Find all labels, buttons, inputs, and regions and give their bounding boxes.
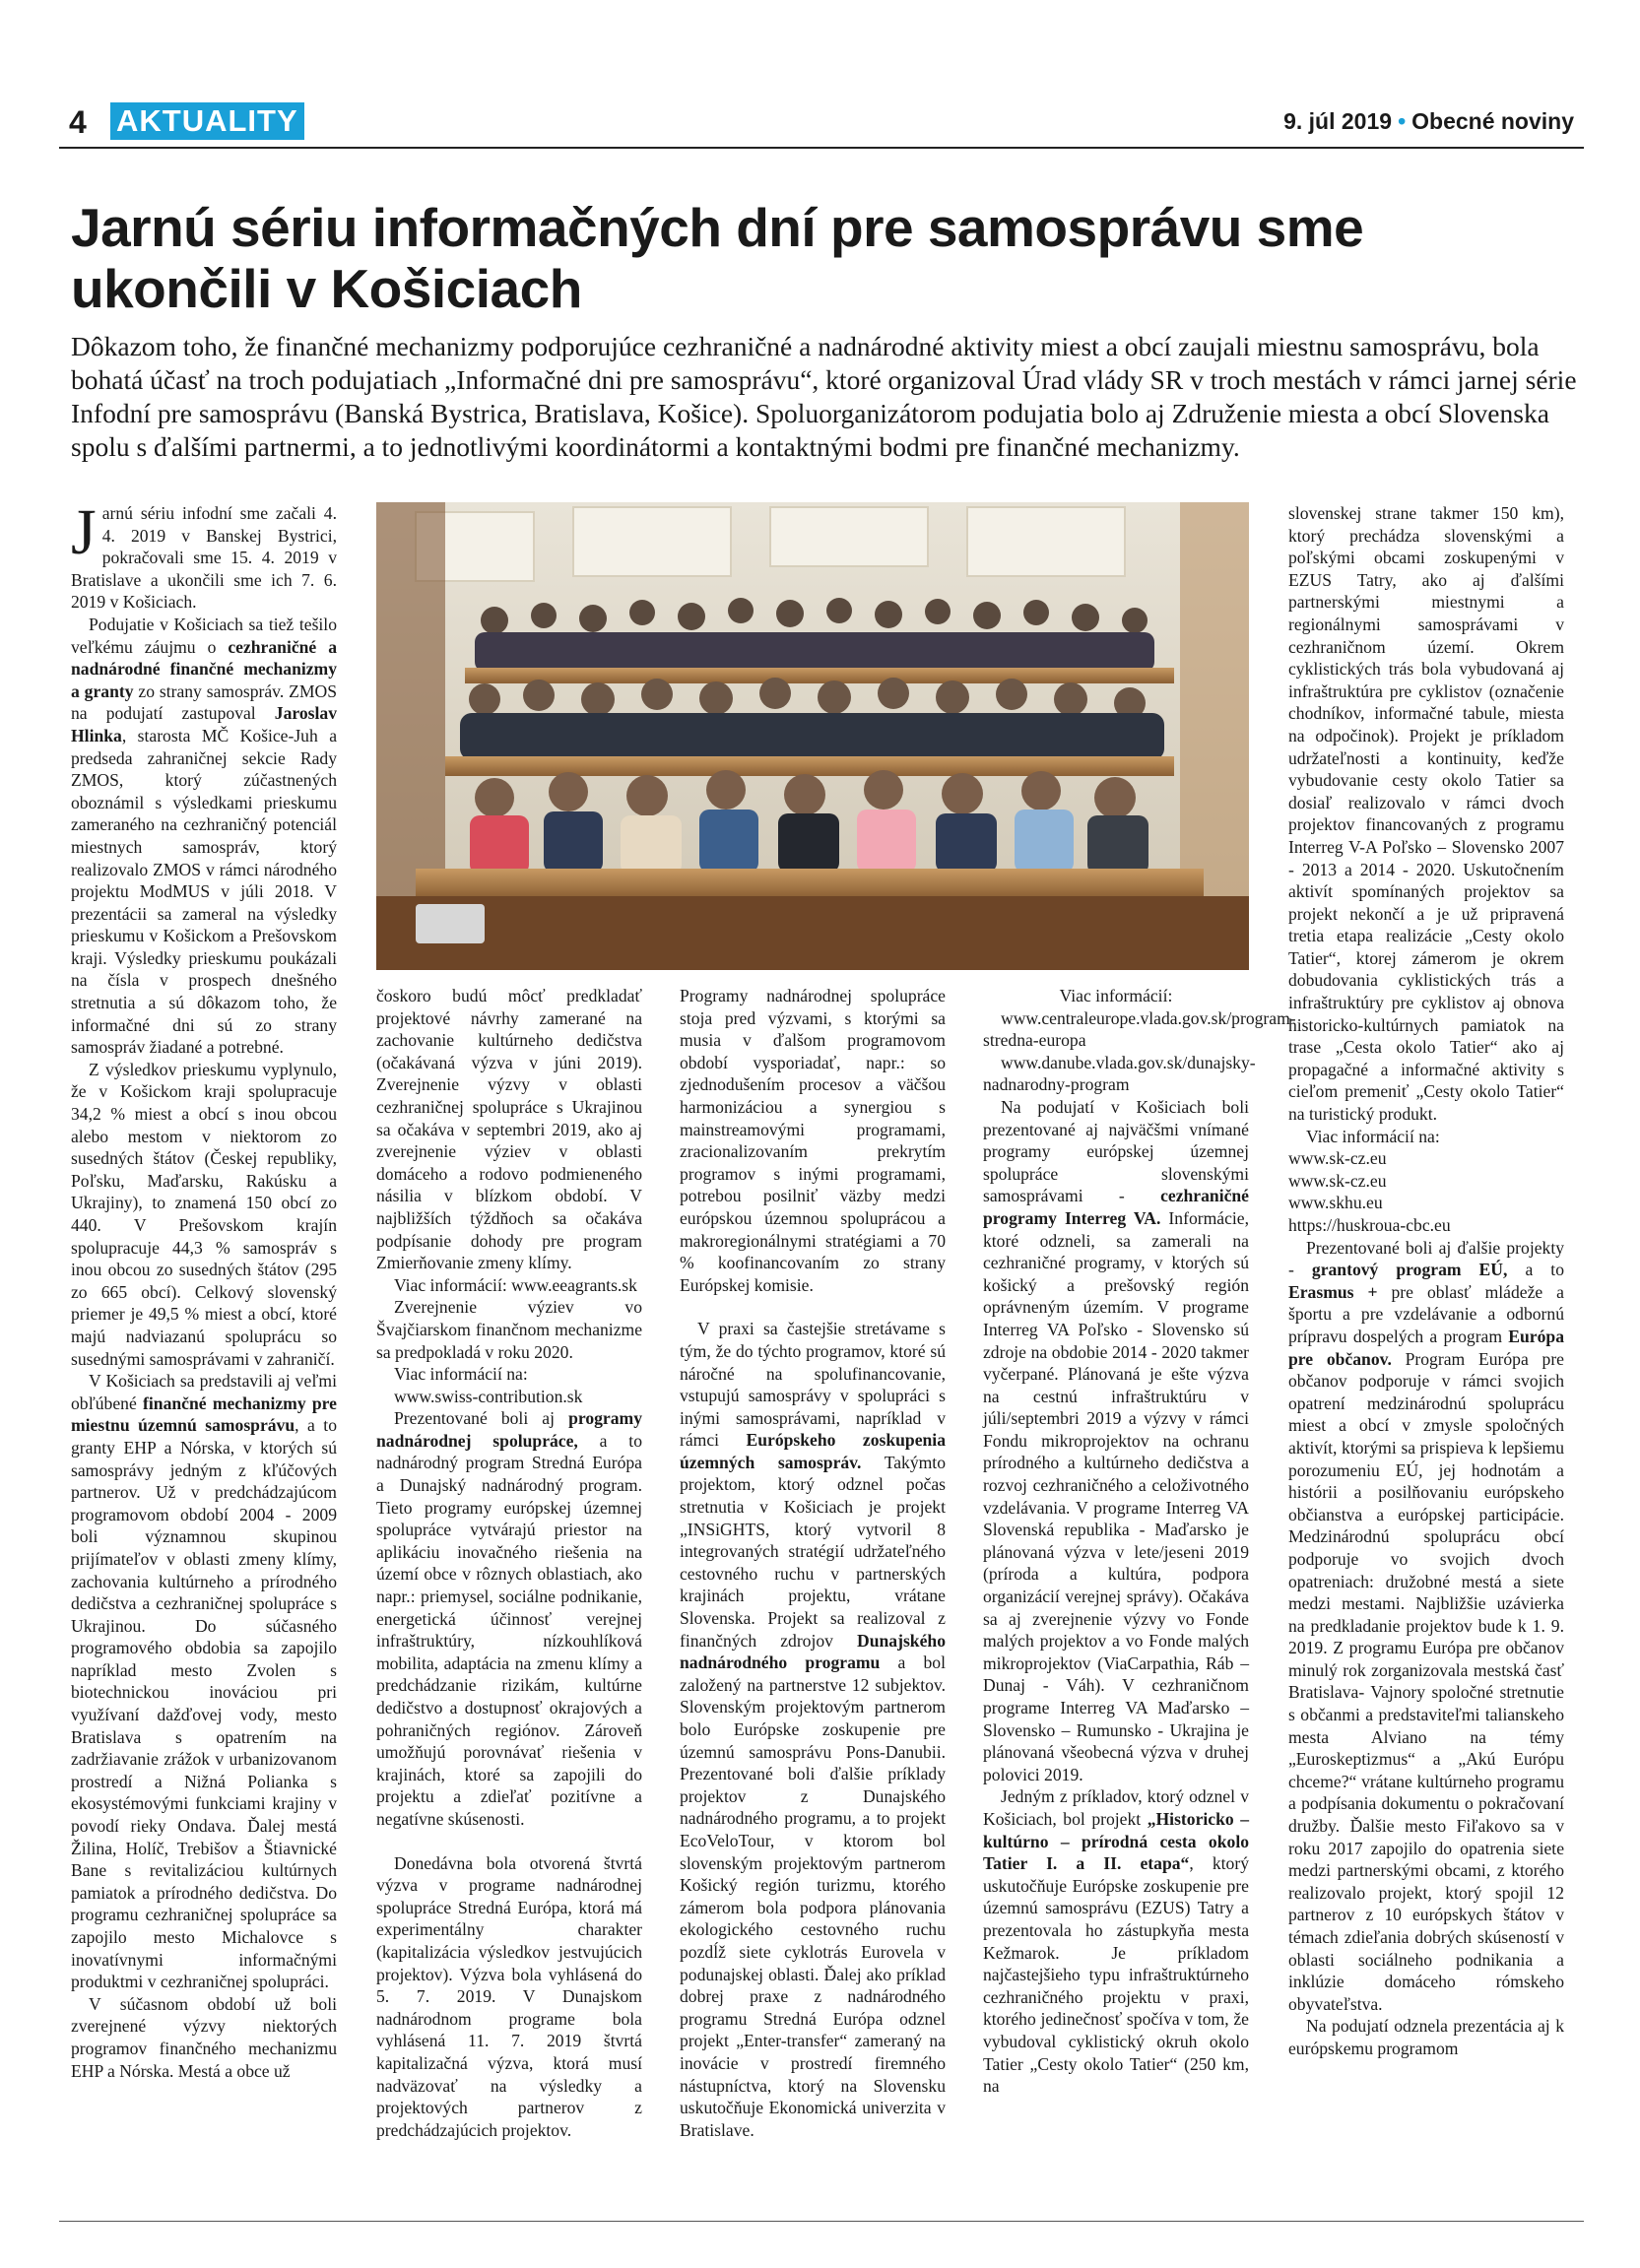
paragraph-text: pre oblasť mládeže a športu a pre vzdelávanie a odbornú prípravu dospelých a program	[1288, 1281, 1564, 1346]
paragraph	[983, 1096, 1249, 1785]
paragraph-text: Prezentované boli aj	[394, 1408, 569, 1429]
paragraph	[71, 496, 337, 614]
paragraph-text: V praxi sa častejšie stretávame s tým, že do týchto programov, ktoré sú náročné na spolufinancovanie, vstupujú samosprávy v spolupráci s inými samosprávami, napríklad v rámci	[680, 1319, 946, 1451]
paragraph: čoskoro budú môcť predkladať projektové návrhy zamerané na zachovanie kultúrneho dedičstva (očakávaná výzva v júni 2019). Zverejnenie výzvy v oblasti cezhraničnej spolupráce s Ukrajinou sa očakáva v septembri 2019, ako aj zverejnenie výziev v oblasti domáceho a rodovo podmieneného násilia v blízkom období. V najbližších týždňoch sa očakáva podpísanie dohody pre program Zmierňovanie zmeny klímy.	[376, 986, 642, 1273]
paragraph-text: a bol založený na partnerstve 12 subjektov. Slovenským projektovým partnerom bolo Európske zoskupenie pre územnú samosprávu Pons-Danubii. Prezentované boli ďalšie príklady projektov z Dunajského nadnárodného programu, a to projekt EcoVeloTour, v ktorom bol slovenským projektovým partnerom Košický región turizmu, ktorého zámerom bola podpora plánovania ekologického cestovného ruchu pozdĺž siete cyklotrás Eurovela v podunajskej oblasti. Ďalej ako príklad dobrej praxe z nadnárodného programu Stredná Európa odznel projekt „Enter-transfer“ zameraný na inovácie v prostredí firemného nástupníctva, ktorý na Slovensku uskutočňuje Ekonomická univerzita v Bratislave.	[680, 1652, 946, 2140]
paragraph: Zverejnenie výziev vo Švajčiarskom finančnom mechanizme sa predpokladá v roku 2020.	[376, 1297, 642, 1362]
bold-text: finančné mechanizmy pre miestnu územnú samosprávu	[71, 1393, 337, 1436]
issue-info	[1283, 108, 1574, 135]
article-column-3	[680, 985, 946, 2141]
drop-cap: J	[71, 496, 97, 568]
paragraph-text: a to	[1507, 1260, 1564, 1280]
paragraph-text: V Košiciach sa predstavili aj veľmi obľúbené	[71, 1371, 337, 1413]
bold-text: Jaroslav Hlinka	[71, 703, 337, 745]
web-link[interactable]: www.centraleurope.vlada.gov.sk/program-stredna-europa	[983, 1007, 1296, 1051]
paragraph: Viac informácií:	[1059, 986, 1173, 1005]
web-link[interactable]: www.sk-cz.eu	[1288, 1148, 1387, 1169]
article-photo	[376, 502, 1249, 970]
web-link[interactable]: www.skhu.eu	[1288, 1193, 1383, 1213]
web-link[interactable]: www.swiss-contribution.sk	[394, 1386, 583, 1406]
article-lead: Dôkazom toho, že finančné mechanizmy podporujúce cezhraničné a nadnárodné aktivity miest a obcí zaujali miestnu samosprávu, bola bohatá účasť na troch podujatiach „Informačné dni pre samosprávu“, ktoré organizoval Úrad vlády SR v troch mestách v rámci jarnej série Infodní pre samosprávu (Banská Bystrica, Bratislava, Košice). Spoluorganizátorom podujatia bolo aj Združenie miesta a obcí Slovenska spolu s ďalšími partnermi, a to jednotlivými koordinátormi a kontaktnými bodmi pre finančné mechanizmy.	[71, 331, 1577, 462]
web-link[interactable]: www.danube.vlada.gov.sk/dunajsky-nadnarodny-program	[983, 1052, 1256, 1095]
page-header	[59, 102, 1584, 142]
paragraph-text: Prezentované boli aj ďalšie projekty -	[1288, 1237, 1564, 1280]
article-title: Jarnú sériu informačných dní pre samosprávu sme ukončili v Košiciach	[71, 197, 1364, 319]
paragraph	[1288, 1237, 1564, 2016]
paragraph: Programy nadnárodnej spolupráce stoja pred výzvami, s ktorými sa musia v ďalšom programovom období vysporiadať, napr.: so zjednodušením procesov a väčšou harmonizáciou a synergiou s mainstreamovými programami, zracionalizovaním prekrytím programov s inými programami, potrebou posilniť väzby medzi európskou územnou spoluprácou a makroregionálnymi stratégiami a 70 % koofinancovaním zo strany Európskej komisie.	[680, 986, 946, 1295]
paragraph: Na podujatí odznela prezentácia aj k európskemu programom	[1288, 2016, 1564, 2058]
paragraph: Z výsledkov prieskumu vyplynulo, že v Košickom kraji spolupracuje 34,2 % miest a obcí s inou obcou alebo mestom v niektorom zo susedných štátov (Českej republiky, Poľsku, Maďarsku, Rakúsku a Ukrajiny), to znamená 150 obcí zo 440. V Prešovskom krajín spolupracuje 44,3 % samospráv s inou obcou zo susedných štátov (295 zo 665 obcí). Celkový slovenský priemer je 49,5 % miest a obcí, ktoré majú nadviazanú spoluprácu so susednými samosprávami v zahraničí.	[71, 1059, 337, 1369]
web-link[interactable]: www.sk-cz.eu	[1288, 1170, 1387, 1191]
paragraph	[71, 614, 337, 1059]
article-column-4	[983, 985, 1296, 2098]
paragraph	[983, 1785, 1249, 2097]
bold-text: Európa pre občanov.	[1288, 1326, 1564, 1369]
header-rule	[59, 147, 1584, 149]
page-number: 4	[69, 104, 87, 140]
paragraph: V súčasnom období už boli zverejnené výzvy niektorých programov finančného mechanizmu EHP a Nórska. Mestá a obce už	[71, 1993, 337, 2081]
paragraph-text: , a to granty EHP a Nórska, v ktorých sú samosprávy jedným z kľúčových partnerov. Už v predchádzajúcom programovom období 2004 - 2009 boli významnou skupinou prijímateľov v oblasti zmeny klímy, zachovania kultúrneho a prírodného dedičstva a cezhraničnej spolupráce s Ukrajinou. Do súčasného programového obdobia sa zapojilo napríklad mesto Zvolen s biotechnickou inováciou pri využívaní dažďovej vody, mesto Bratislava s opatrením na zadržiavanie zrážok v urbanizovanom prostredí a Nižná Polianka s ekosystémovými funkciami krajiny v povodí rieky Ondava. Ďalej mestá Žilina, Holíč, Trebišov a Štiavnické Bane s revitalizáciou kultúrnych pamiatok a prírodného dedičstva. Do programu cezhraničnej spolupráce sa zapojilo mesto Michalovce s inovatívnymi informačnými produktmi v cezhraničnej spolupráci.	[71, 1415, 337, 1992]
issue-date: 9. júl 2019	[1283, 108, 1393, 134]
paragraph-text: Podujatie v Košiciach sa tiež tešilo veľkému záujmu o	[71, 614, 337, 657]
paragraph-text: a to nadnárodný program Stredná Európa a Dunajský nadnárodný program. Tieto programy európskej územnej spolupráce vytvárajú priestor na aplikáciu inovačného riešenia na území obce v rôznych oblastiach, ako napr.: priemysel, sociálne podnikanie, energetická účinnosť verejnej infraštruktúry, nízkouhlíková mobilita, adaptácia na zmenu klímy a predchádzanie rizikám, kultúrne dedičstvo a dostupnosť okrajových a pohraničných regiónov. Zároveň umožňujú porovnávať riešenia v krajinách, ktoré sa zapojili do projektu a zdieľať pozitívne a negatívne skúsenosti.	[376, 1430, 642, 1829]
footer-rule	[59, 2221, 1584, 2222]
paragraph	[680, 1318, 946, 2141]
conference-photo-illustration	[376, 502, 1249, 970]
paragraph-text: Na podujatí v Košiciach boli prezentované aj najväčšmi vnímané programy európskej územnej spolupráce slovenskými samosprávami -	[983, 1096, 1249, 1206]
paragraph-text: Takýmto projektom, ktorý odznel počas stretnutia v Košiciach je projekt „INSiGHTS, ktorý vytvoril 8 integrovaných stratégií udržateľného cestovného ruchu v partnerských krajinách projektu, vrátane Slovenska. Projekt sa realizoval z finančných zdrojov	[680, 1452, 946, 1651]
paragraph	[376, 1407, 642, 1830]
article-column-1	[71, 496, 338, 2082]
article-column-5	[1288, 502, 1564, 2060]
paragraph: slovenskej strane takmer 150 km), ktorý prechádza slovenskými a poľskými obcami zoskupenými v EZUS Tatry, ako aj ďalšími partnerskými miestnymi a regionálnymi samosprávami v cezhraničnom území. Okrem cyklistických trás bola vybudovaná aj infraštruktúra pre cyklistov (označenie chodníkov, informačné tabule, miesta na odpočinok). Projekt je príkladom udržateľnosti a kontinuity, keďže vybudovanie cesty okolo Tatier sa dosiaľ realizovalo v rámci dvoch projektov financovaných z programu Interreg V-A Poľsko – Slovensko 2007 - 2013 a 2014 - 2020. Uskutočnením aktivít spomínaných projektov sa projekt nekončí a je už pripravená tretia etapa realizácie „Cesty okolo Tatier“, ktorej zámerom je okrem dobudovania cyklistických trás a infraštruktúry pre cyklistov aj obnova historicko-kultúrnych pamiatok na trase „Cesta okolo Tatier“ ako aj propagačné a informačné aktivity s cieľom premeniť „Cesty okolo Tatier“ na turistický produkt.	[1288, 503, 1564, 1125]
paragraph: Viac informácií: www.eeagrants.sk	[394, 1274, 637, 1295]
paragraph-text: Program Európa pre občanov podporuje v rámci svojich opatrení medzinárodnú spoluprácu miest a obcí v zmysle spoločných aktivít, ktorými sa prispieva k lepšiemu porozumeniu EÚ, jej hodnotám a histórii a posilňovaniu európskeho občianstva a európskej participácie. Medzinárodnú spoluprácu obcí podporuje vo svojich dvoch opatreniach: družobné mestá a siete medzi mestami. Najbližšie uzávierka na predkladanie projektov bude k 1. 9. 2019. Z programu Európa pre občanov minulý rok zorganizovala mestská časť Bratislava- Vajnory spoločné stretnutie s občanmi a predstaviteľmi talianskeho mesta Alviano na témy „Euroskeptizmus“ a „Akú Európu chceme?“ vrátane kultúrneho programu a podpísania dokumentu o pokračovaní družby. Ďalšie mesto Fiľakovo sa v roku 2017 zapojilo do opatrenia siete medzi partnerskými obcami, z ktorého realizovalo projekt, ktorý spojil 12 partnerov z 10 európskych štátov v témach zdieľania dobrých skúseností v oblasti sociálneho podnikania a inklúzie domáceho rómskeho obyvateľstva.	[1288, 1348, 1564, 2014]
publication-name: Obecné noviny	[1411, 108, 1574, 134]
article-column-2	[376, 985, 642, 2141]
paragraph: Viac informácií na:	[1306, 1126, 1440, 1146]
bold-text: programy nadnárodnej spolupráce,	[376, 1408, 642, 1451]
bold-text: Erasmus +	[1288, 1281, 1378, 1302]
bold-text: cezhraničné programy Interreg VA.	[983, 1186, 1249, 1228]
paragraph: Viac informácií na:	[394, 1364, 528, 1385]
web-link[interactable]: https://huskroua-cbc.eu	[1288, 1215, 1451, 1235]
section-label: AKTUALITY	[110, 102, 304, 140]
paragraph-text: zo strany samospráv. ZMOS na podujatí zastupoval	[71, 680, 337, 724]
bold-text: cezhraničné a nadnárodné finančné mechanizmy a granty	[71, 636, 338, 701]
paragraph-text: , starosta MČ Košice-Juh a predseda zahraničnej sekcie Rady ZMOS, ktorý zúčastnených oboznámil s výsledkami prieskumu zameraného na cezhraničný potenciál miestnych samospráv, ktorý realizovalo ZMOS v rámci národného projektu ModMUS v júli 2018. V prezentácii sa zameral na výsledky prieskumu v Košickom a Prešovskom kraji. Výsledky prieskumu poukázali na čísla v prospech dnešného stretnutia a sú dôkazom toho, že informačné dni sú zo strany samospráv žiadané a potrebné.	[71, 725, 337, 1058]
bold-text: grantový program EÚ,	[1311, 1260, 1508, 1280]
paragraph-text: arnú sériu infodní sme začali 4. 4. 2019 v Banskej Bystrici, pokračovali sme 15. 4. 2019 v Bratislave a ukončili sme ich 7. 6. 2019 v Košiciach.	[71, 503, 337, 613]
bold-text: Dunajského nadnárodného programu	[680, 1630, 946, 1673]
bold-text: „Historicko – kultúrno – prírodná cesta okolo Tatier I. a II. etapa“	[983, 1808, 1250, 1874]
paragraph	[71, 1370, 337, 1993]
paragraph-text: , ktorý uskutočňuje Európske zoskupenie pre územnú samosprávu (EZUS) Tatry a prezentovala ho zástupkyňa mesta Kežmarok. Je príkladom najčastejšieho typu infraštruktúrneho cezhraničného projektu v praxi, ktorého jedinečnosť spočíva v tom, že vybudoval cyklistický okruh okolo Tatier „Cesty okolo Tatier“ (250 km, na	[983, 1853, 1249, 2097]
bold-text: Európskeho zoskupenia územných samospráv.	[680, 1430, 946, 1472]
paragraph: Donedávna bola otvorená štvrtá výzva v programe nadnárodnej spolupráce Stredná Európa, ktorá má experimentálny charakter (kapitalizácia výsledkov jestvujúcich projektov). Výzva bola vyhlásená do 5. 7. 2019. V Dunajskom nadnárodnom programe bola vyhlásená 11. 7. 2019 štvrtá kapitalizačná výzva, ktorá musí nadväzovať na výsledky a projektových partnerov z predchádzajúcich projektov.	[376, 1852, 642, 2140]
paragraph-text: Informácie, ktoré odzneli, sa zamerali na cezhraničné programy, v ktorých sú košický a prešovský región oprávneným územím. V programe Interreg VA Poľsko - Slovensko sú zdroje na obdobie 2014 - 2020 takmer vyčerpané. Plánovaná je ešte výzva na cestnú infraštruktúru v júli/septembri 2019 a výzvy v rámci Fondu mikroprojektov na ochranu prírodného a kultúrneho dedičstva a rozvoj cezhraničného a celoživotného vzdelávania. V programe Interreg VA Slovenská republika - Maďarsko je plánovaná výzva v lete/jeseni 2019 (príroda a kultúra, podpora organizácií verejnej správy). Očakáva sa aj zverejnenie výzvy vo Fonde malých projektov a vo Fonde malých mikroprojektov (ViaCarpathia, Ráb – Dunaj - Váh). V cezhraničnom programe Interreg VA Maďarsko – Slovensko – Rumunsko - Ukrajina je plánovaná všeobecná výzva v druhej polovici 2019.	[983, 1207, 1249, 1784]
paragraph-text: Jedným z príkladov, ktorý odznel v Košiciach, bol projekt	[983, 1786, 1249, 1829]
separator-dot: •	[1398, 108, 1407, 134]
